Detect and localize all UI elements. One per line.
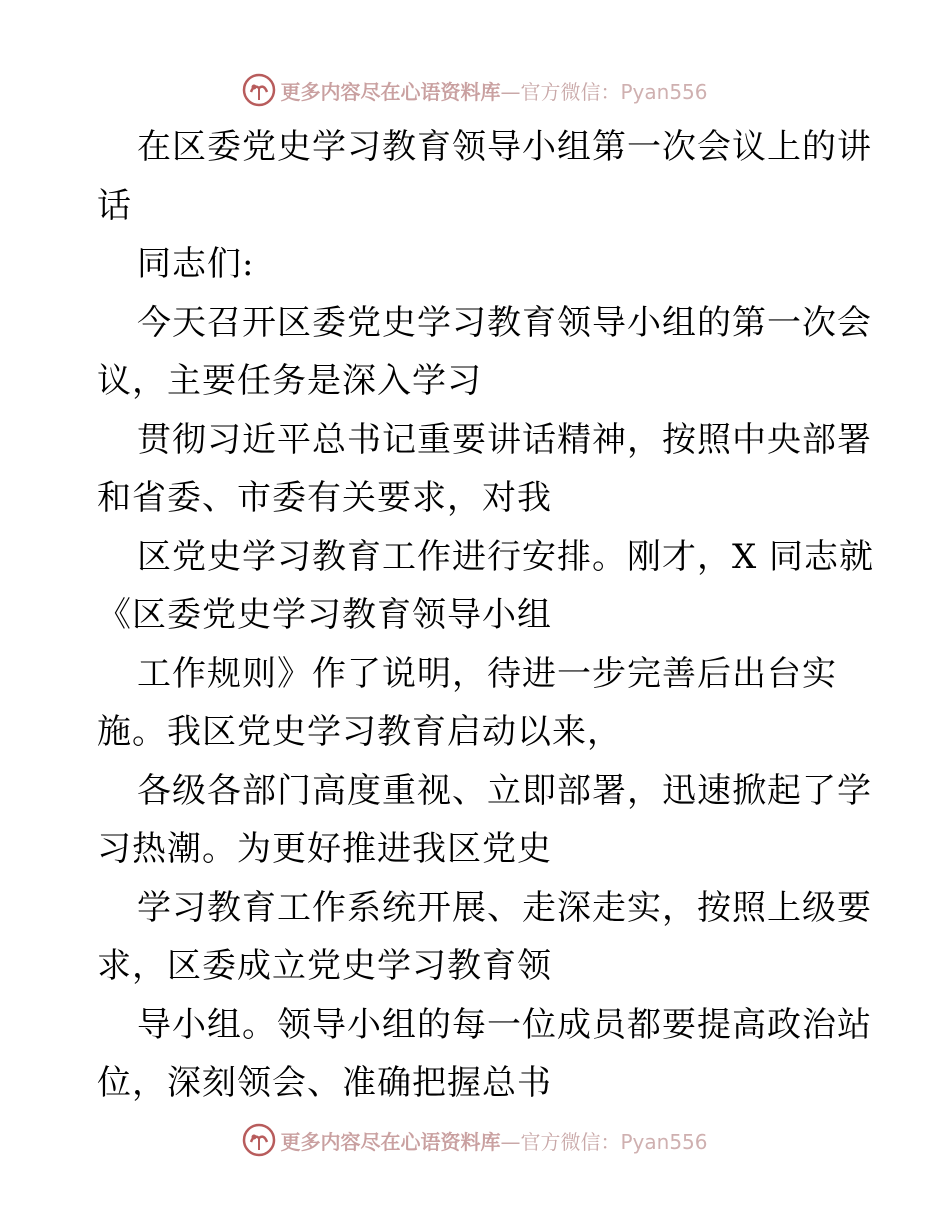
header-watermark [0,70,950,110]
text-line: 《区委党史学习教育领导小组 [97,595,552,635]
text-line: 位，深刻领会、准确把握总书 [97,1063,552,1103]
text-line: 各级各部门高度重视、立即部署，迅速掀起了学 [137,770,872,811]
text-line: 今天召开区委党史学习教育领导小组的第一次会 [137,302,872,343]
heart-book-icon [242,73,276,107]
watermark-brand: 更多内容尽在心语资料库 [280,1129,501,1154]
footer-watermark [0,1120,950,1160]
text-line: 和省委、市委有关要求，对我 [97,478,552,518]
watermark-text [280,1126,707,1155]
watermark-handle: Pyan556 [620,1129,708,1154]
watermark-brand: 更多内容尽在心语资料库 [280,79,501,104]
text-line: 施。我区党史学习教育启动以来， [97,712,622,752]
text-line: 导小组。领导小组的每一位成员都要提高政治站 [137,1004,872,1045]
text-line: 学习教育工作系统开展、走深走实，按照上级要 [137,887,872,928]
text-line: 区党史学习教育工作进行安排。刚才，X 同志就 [137,536,875,577]
text-line: 贯彻习近平总书记重要讲话精神，按照中央部署 [137,419,872,460]
text-line: 在区委党史学习教育领导小组第一次会议上的讲 [137,127,872,167]
text-line: 求，区委成立党史学习教育领 [97,946,552,986]
text-line: 同志们: [137,244,255,284]
document-body [97,118,875,1113]
heart-book-icon [242,1123,276,1157]
text-line: 议，主要任务是深入学习 [97,361,482,401]
watermark-text [280,76,707,105]
text-line: 习热潮。为更好推进我区党史 [97,829,552,869]
watermark-handle: Pyan556 [620,79,708,104]
watermark-separator: —官方微信： [500,1129,621,1154]
text-line: 工作规则》作了说明，待进一步完善后出台实 [137,653,837,694]
watermark-separator: —官方微信： [500,79,621,104]
text-line: 话 [97,185,132,226]
